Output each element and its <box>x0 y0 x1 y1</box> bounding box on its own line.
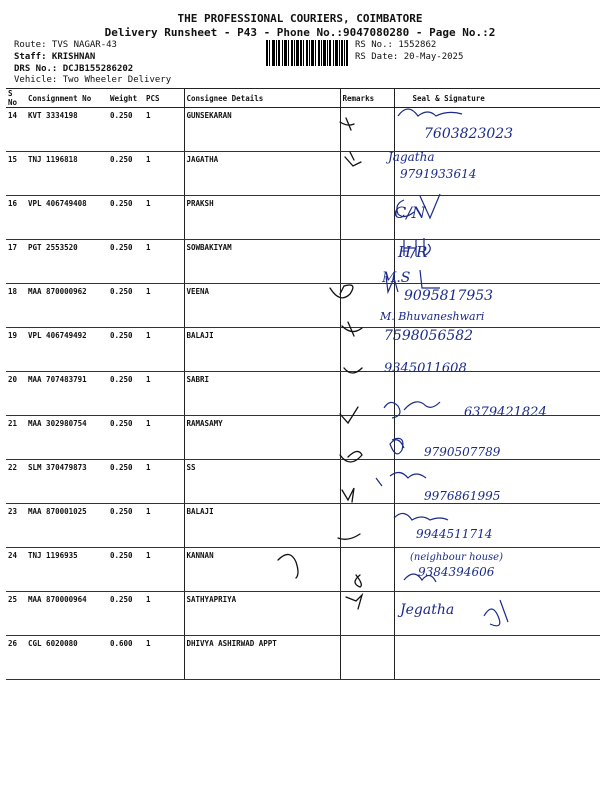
cell-sno: 19 <box>6 328 26 372</box>
cell-signature <box>394 240 600 284</box>
cell-consignee: SABRI <box>184 372 340 416</box>
cell-remarks <box>340 636 394 680</box>
cell-consignment: PGT 2553520 <box>26 240 108 284</box>
cell-weight: 0.250 <box>108 240 144 284</box>
cell-signature <box>394 548 600 592</box>
cell-consignee: BALAJI <box>184 504 340 548</box>
hw-r17-mark: H/R <box>398 243 428 261</box>
table-row <box>6 196 600 240</box>
cell-weight: 0.250 <box>108 592 144 636</box>
cell-consignee: DHIVYA ASHIRWAD APPT <box>184 636 340 680</box>
cell-consignee: BALAJI <box>184 328 340 372</box>
cell-consignment: MAA 302980754 <box>26 416 108 460</box>
cell-remarks <box>340 108 394 152</box>
cell-pcs: 1 <box>144 416 184 460</box>
cell-consignee: SOWBAKIYAM <box>184 240 340 284</box>
hw-r19-phone: 7598056582 <box>384 328 474 344</box>
runsheet-subtitle: Delivery Runsheet - P43 - Phone No.:9047080280 - Page No.:2 <box>104 26 496 39</box>
hw-r19-name: M. Bhuvaneshwari <box>380 310 485 323</box>
cell-remarks <box>340 284 394 328</box>
cell-consignment: MAA 870000964 <box>26 592 108 636</box>
cell-consignee: PRAKSH <box>184 196 340 240</box>
cell-remarks <box>340 328 394 372</box>
cell-signature <box>394 328 600 372</box>
hw-r15-phone: 9791933614 <box>400 167 477 181</box>
cell-consignee: JAGATHA <box>184 152 340 196</box>
cell-weight: 0.250 <box>108 460 144 504</box>
cell-consignment: TNJ 1196818 <box>26 152 108 196</box>
cell-sno: 14 <box>6 108 26 152</box>
cell-signature <box>394 636 600 680</box>
cell-signature <box>394 460 600 504</box>
cell-pcs: 1 <box>144 284 184 328</box>
cell-pcs: 1 <box>144 460 184 504</box>
table-row <box>6 108 600 152</box>
cell-weight: 0.250 <box>108 504 144 548</box>
cell-pcs: 1 <box>144 328 184 372</box>
cell-signature <box>394 152 600 196</box>
vehicle-label: Vehicle: Two Wheeler Delivery <box>14 75 172 85</box>
cell-sno: 15 <box>6 152 26 196</box>
cell-signature <box>394 372 600 416</box>
cell-remarks <box>340 548 394 592</box>
cell-weight: 0.250 <box>108 416 144 460</box>
cell-remarks <box>340 152 394 196</box>
hw-r21-phone: 6379421824 <box>464 405 547 420</box>
cell-consignee: RAMASAMY <box>184 416 340 460</box>
cell-signature <box>394 284 600 328</box>
cell-consignee: GUNSEKARAN <box>184 108 340 152</box>
hw-r24-phone: 9944511714 <box>416 527 493 541</box>
hw-r18-phone: 9095817953 <box>404 288 494 304</box>
cell-sno: 23 <box>6 504 26 548</box>
cell-consignment: VPL 406749408 <box>26 196 108 240</box>
cell-remarks <box>340 504 394 548</box>
cell-sno: 21 <box>6 416 26 460</box>
cell-pcs: 1 <box>144 636 184 680</box>
cell-sno: 16 <box>6 196 26 240</box>
hw-r14-phone: 7603823023 <box>424 126 514 142</box>
hw-r23-phone: 9976861995 <box>424 489 501 503</box>
cell-pcs: 1 <box>144 592 184 636</box>
cell-signature <box>394 108 600 152</box>
cell-weight: 0.250 <box>108 328 144 372</box>
cell-remarks <box>340 196 394 240</box>
cell-pcs: 1 <box>144 372 184 416</box>
cell-pcs: 1 <box>144 240 184 284</box>
cell-consignment: KVT 3334198 <box>26 108 108 152</box>
company-title: THE PROFESSIONAL COURIERS, COIMBATORE <box>177 12 423 25</box>
cell-pcs: 1 <box>144 504 184 548</box>
cell-consignment: VPL 406749492 <box>26 328 108 372</box>
rs-number: RS No.: 1552862 <box>355 40 437 50</box>
cell-consignee: SATHYAPRIYA <box>184 592 340 636</box>
col-pcs: PCS <box>144 89 184 108</box>
cell-weight: 0.250 <box>108 108 144 152</box>
hw-r26-name: Jegatha <box>400 602 455 618</box>
cell-consignment: MAA 707483791 <box>26 372 108 416</box>
col-consignee: Consignee Details <box>184 89 340 108</box>
col-remarks: Remarks <box>340 89 394 108</box>
col-weight: Weight <box>108 89 144 108</box>
table-row <box>6 416 600 460</box>
hw-r25-note: (neighbour house) <box>410 552 503 563</box>
cell-remarks <box>340 592 394 636</box>
table-row <box>6 548 600 592</box>
cell-pcs: 1 <box>144 196 184 240</box>
table-header-row <box>6 89 600 108</box>
cell-weight: 0.250 <box>108 372 144 416</box>
cell-weight: 0.250 <box>108 548 144 592</box>
cell-consignee: SS <box>184 460 340 504</box>
cell-pcs: 1 <box>144 108 184 152</box>
cell-sno: 24 <box>6 548 26 592</box>
cell-consignment: MAA 870001025 <box>26 504 108 548</box>
cell-sno: 22 <box>6 460 26 504</box>
staff-label: Staff: KRISHNAN <box>14 52 96 62</box>
rs-date: RS Date: 20-May-2025 <box>355 52 464 62</box>
cell-pcs: 1 <box>144 152 184 196</box>
cell-remarks <box>340 372 394 416</box>
col-sno: S No <box>6 89 26 108</box>
cell-weight: 0.600 <box>108 636 144 680</box>
table-row <box>6 460 600 504</box>
cell-sno: 17 <box>6 240 26 284</box>
cell-signature <box>394 504 600 548</box>
cell-consignee: VEENA <box>184 284 340 328</box>
runsheet-table <box>6 88 600 680</box>
table-row <box>6 504 600 548</box>
table-row <box>6 240 600 284</box>
col-consignment: Consignment No <box>26 89 108 108</box>
route-label: Route: TVS NAGAR-43 <box>14 40 117 50</box>
cell-consignee: KANNAN <box>184 548 340 592</box>
cell-weight: 0.250 <box>108 196 144 240</box>
cell-sno: 20 <box>6 372 26 416</box>
hw-r20-phone: 9345011608 <box>384 361 467 376</box>
hw-r22-phone: 9790507789 <box>424 445 501 459</box>
cell-remarks <box>340 416 394 460</box>
cell-weight: 0.250 <box>108 284 144 328</box>
hw-r16-mark: C/N <box>394 203 426 222</box>
cell-weight: 0.250 <box>108 152 144 196</box>
table-row <box>6 284 600 328</box>
drs-number: DRS No.: DCJB155286202 <box>14 64 134 74</box>
cell-sno: 25 <box>6 592 26 636</box>
table-row <box>6 592 600 636</box>
cell-signature <box>394 196 600 240</box>
table-body <box>6 108 600 680</box>
hw-r25-phone: 9384394606 <box>418 565 495 579</box>
cell-sno: 26 <box>6 636 26 680</box>
cell-remarks <box>340 240 394 284</box>
cell-consignment: TNJ 1196935 <box>26 548 108 592</box>
cell-consignment: MAA 870000962 <box>26 284 108 328</box>
table-row <box>6 636 600 680</box>
cell-pcs: 1 <box>144 548 184 592</box>
cell-signature <box>394 416 600 460</box>
hw-r15-name: Jagatha <box>388 150 435 164</box>
table-row <box>6 372 600 416</box>
cell-consignment: SLM 370479873 <box>26 460 108 504</box>
cell-consignment: CGL 6020080 <box>26 636 108 680</box>
col-signature: Seal & Signature <box>394 89 600 108</box>
table-row <box>6 152 600 196</box>
cell-signature <box>394 592 600 636</box>
barcode-image <box>266 40 348 66</box>
hw-r18-name: M.S <box>382 270 411 286</box>
table-row <box>6 328 600 372</box>
cell-remarks <box>340 460 394 504</box>
cell-sno: 18 <box>6 284 26 328</box>
